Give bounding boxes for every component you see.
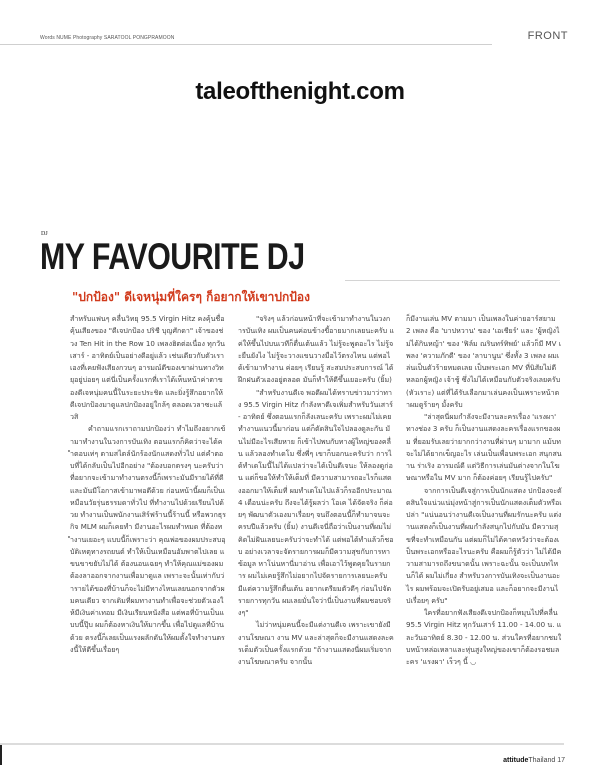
watermark-text: taleofthenight.com [195, 78, 405, 105]
page-folio [503, 757, 565, 764]
article-subtitle: "ปกป้อง" ดีเจหนุ่มที่ใครๆ ก็อยากให้เขาปกป้อง [72, 290, 310, 304]
magazine-edition: Thailand [528, 757, 556, 764]
paragraph: ก็มีงานเล่น MV ตามมา เป็นเพลงในค่ายอาร์สยาม 2 เพลง คือ 'บาปหวาน' ของ 'เอเชียร์' และ 'ผู้หญิงไม่ได้กินหญ้า' ของ 'ฟิล์ม ณรินทร์ทิพย์' แล้วก็มี MV เพลง 'ความภักดี' ของ 'ลาบานูน' ซึ่งทั้ง 3 เพลง ผมเล่นเป็นตัวร้ายหมดเลย เป็นพระเอก MV ที่นิสัยไม่ดี หลอกผู้หญิง เจ้าชู้ ซึ่งไม่ได้เหมือนกับตัวจริงเลยครับ (หัวเราะ) แต่ที่ได้รับเลือกมาเล่นคงเป็นเพราะหน้าตาผมดูร้ายๆ มั้งครับ [406, 314, 562, 409]
section-label: FRONT [527, 30, 568, 42]
paragraph: "สำหรับงานดีเจ พอดีผมได้ทราบข่าวมาว่าทาง 95.5 Virgin Hitz กำลังหาดีเจเพิ่มสำหรับวันเสาร์ - อาทิตย์ ซึ่งตอนแรกก็ลังเลนะครับ เพราะผมไม่เคยทำงานแนวนี้มาก่อน แต่ก็ตัดสินใจไปลองดูละกัน มันไม่มีอะไรเสียหาย ก็เข้าไปพบกับทางผู้ใหญ่ของคลื่น แล้วลองทำเดโม ซึ่งพี่ๆ เขาก็บอกนะครับว่า การได้ทำเดโมนี้ไม่ได้แปลว่าจะได้เป็นดีเจนะ ให้ลองดูก่อน แต่ก็ขอให้ทำให้เต็มที่ มีความสามารถอะไรก็แสดงออกมาให้เต็มที่ ผมทำเดโมไปแล้วก็รออีกประมาณ 4 เดือนน่ะครับ ถึงจะได้รู้ผลว่า โอเค ได้จัดจริง ก็ค่อยๆ พัฒนาตัวเองมาเรื่อยๆ จนถึงตอนนี้ก็ทำมาจนจะครบปีแล้วครับ (ยิ้ม) งานดีเจนี่ถือว่าเป็นงานที่ผมไม่คิดไม่ฝันเลยนะครับว่าจะทำได้ แต่พอได้ทำแล้วก็ชอบ อย่างเวลาจะจัดรายการผมก็มีความสุขกับการหาข้อมูล หาโน่นหานี่มาอ่าน เพื่อเอาไว้พูดคุยในรายการ ผมไม่เคยรู้สึกไม่อยากไปจัดรายการเลยนะครับ มีแต่ความรู้สึกตื่นเต้น อยากเตรียมตัวดีๆ ก่อนไปจัดรายการทุกวัน ผมเลยมั่นใจว่านี่เป็นงานที่ผมชอบจริงๆ" [238, 387, 394, 617]
paragraph: คำถามแรกเราถามปกป้องว่า ทำไมถึงอยากเข้ามาทำงานในวงการบันเทิง ตอนแรกก็คิดว่าจะได้คำตอบเท่ๆ ตามสไตล์นักร้องนักแสดงทั่วไป แต่คำตอบที่ได้กลับเป็นไปอีกอย่าง "ต้องบอกตรงๆ นะครับว่า ที่อยากจะเข้ามาทำงานตรงนี้ก็เพราะมันมีรายได้ที่ดี และมันมีโอกาสเข้ามาพอดีด้วย ก่อนหน้านี้ผมก็เป็นเหมือนวัยรุ่นธรรมดาทั่วไป ที่ทำงานไปด้วยเรียนไปด้วย ทำงานเป็นพนักงานเสิร์ฟร้านนี้ร้านนี้ หรือพวกธุรกิจ MLM ผมก็เคยทำ มีงานอะไรผมทำหมด ที่ต้องทำงานเยอะๆ แบบนี้ก็เพราะว่า คุณพ่อของผมประสบอุบัติเหตุทางรถยนต์ ทำให้เป็นเหมือนอัมพาตไปเลย แขนขาขยับไม่ได้ ต้องนอนเฉยๆ ทำให้คุณแม่ของผมต้องลาออกจากงานเพื่อมาดูแล เพราะจะนั้นเท่ากับว่ารายได้ของที่บ้านก็จะไม่มีทางไหนเลยนอกจากตัวผมคนเดียว จากเดิมที่ผมทางานทำเพื่อจะช่วยตัวเองให้มีเงินค่าเทอม มีเงินเรียนหนังสือ แต่พอที่บ้านเป็นแบบนี้ปุ๊บ ผมก็ต้องหาเงินให้มากขึ้น เพื่อไปดูแลที่บ้านด้วย ตรงนี้ก็เลยเป็นแรงผลักดันให้ผมตั้งใจทำงานตรงนี้ให้ดีขึ้นเรื่อยๆ [70, 424, 226, 654]
header-divider [0, 44, 492, 45]
paragraph: สำหรับแฟนๆ คลื่นวิทยุ 95.5 Virgin Hitz คงคุ้นชื่อคุ้นเสียงของ "ดีเจปกป้อง ปริชี บุญศักดา" เจ้าของช่วง Ten Hit in the Row 10 เพลงฮิตต่อเนื่อง ทุกวันเสาร์ - อาทิตย์เป็นอย่างดีอยู่แล้ว เช่นเดียวกับตัวเราเองที่เคยฟังเสียงกวนๆ อารมณ์ดีของเขาผ่านทางวิทยุอยู่บ่อยๆ แต่นี่เป็นครั้งแรกที่เราได้เห็นหน้าค่าตาของดีเจหนุ่มคนนี้ในระยะประชิด และยิ่งรู้สึกอยากให้ดีเจปกป้องมาดูแลปกป้องอยู่ใกล้ๆ ตลอดเวลาซะแล้วสิ [70, 314, 225, 421]
paragraph: "จริงๆ แล้วก่อนหน้าที่จะเข้ามาทำงานในวงการบันเทิง ผมเป็นคนค่อนข้างขี้อายมากเลยนะครับ แค่ให้ขึ้นไปบนเวทีก็ตื่นเต้นแล้ว ไม่รู้จะพูดอะไร ไม่รู้จะยืนยังไง ไม่รู้จะวางแขนวางมือไว้ตรงไหน แต่พอได้เข้ามาทำงาน ค่อยๆ เรียนรู้ สะสมประสบการณ์ ได้ฝึกฝนตัวเองอยู่ตลอด มันก็ทำให้ดีขึ้นเยอะครับ (ยิ้ม) [238, 314, 394, 385]
photo-credits: Words NUME Photography SARATOOL PONGPRAMOON [40, 35, 175, 41]
paragraph: "ล่าสุดนี่ผมกำลังจะมีงานละครเรื่อง 'แรงผา' ทางช่อง 3 ครับ ก็เป็นงานแสดงละครเรื่องแรกของผม ที่ยอมรับเลยว่ายากกว่างานที่ผ่านๆ มามาก แม้บทจะไม่ได้ยากเข็ญอะไร เล่นเป็นเพื่อนพระเอก สนุกสนาน ร่าเริง อารมณ์ดี แต่วิธีการเล่นมันต่างจากในโฆษณาหรือใน MV มาก ก็ต้องค่อยๆ เรียนรู้ไปครับ" [406, 412, 562, 483]
paragraph: จากการเป็นดีเจสู่การเป็นนักแสดง ปกป้องจะตัดสินใจแน่วแน่มุ่งหน้าสู่การเป็นนักแสดงเต็มตัวหรือเปล่า "แน่นอนว่างานดีเจเป็นงานที่ผมรักนะครับ แต่งานแสดงก็เป็นงานที่ผมกำลังสนุกไปกับมัน มีความสุขที่จะทำเหมือนกัน แต่ผมก็ไม่ได้คาดหวังว่าจะต้องเป็นพระเอกหรืออะไรนะครับ คือผมก็รู้ตัวว่า ไม่ได้มีความสามารถถึงขนาดนั้น เพราะฉะนั้น จะเป็นบทไหนก็ได้ ผมไม่เกี่ยง สำหรับวงการบันเทิงจะเป็นงานอะไร ผมพร้อมจะเปิดรับอยู่เสมอ และก็อยากจะมีงานไปเรื่อยๆ ครับ" [406, 485, 562, 605]
article-column-1 [70, 313, 226, 668]
page-edge-mark [0, 745, 2, 765]
article-body [70, 313, 562, 668]
article-title: MY FAVOURITE DJ [40, 236, 305, 277]
paragraph: ใครที่อยากฟังเสียงดีเจปกป้องก็หมุนไปที่คลื่น 95.5 Virgin Hitz ทุกวันเสาร์ 11.00 - 14.00 น. และวันอาทิตย์ 8.30 - 12.00 น. ส่วนใครที่อยากชมใบหน้าหล่อเหลาและหุ่นสูงใหญ่ของเขาก็ต้องรอชมละคร 'แรงผา' เร็วๆ นี้ ◡ [406, 608, 562, 666]
paragraph: ไม่ว่าหนุ่มคนนี้จะมีแต่งานดีเจ เพราะเขายังมีงานโฆษณา งาน MV และล่าสุดก็จะมีงานแสดงละครเต็มตัวเป็นครั้งแรกด้วย "ถ้างานแสดงนี่ผมเริ่มจากงานโฆษณาครับ จากนั้น [238, 620, 394, 666]
footer-divider [0, 743, 564, 745]
article-kicker: DJ [41, 231, 48, 237]
title-divider [345, 280, 560, 281]
page-number: 17 [557, 757, 565, 764]
magazine-brand: attitude [503, 757, 529, 764]
article-column-3 [406, 313, 562, 668]
article-column-2 [238, 313, 394, 668]
